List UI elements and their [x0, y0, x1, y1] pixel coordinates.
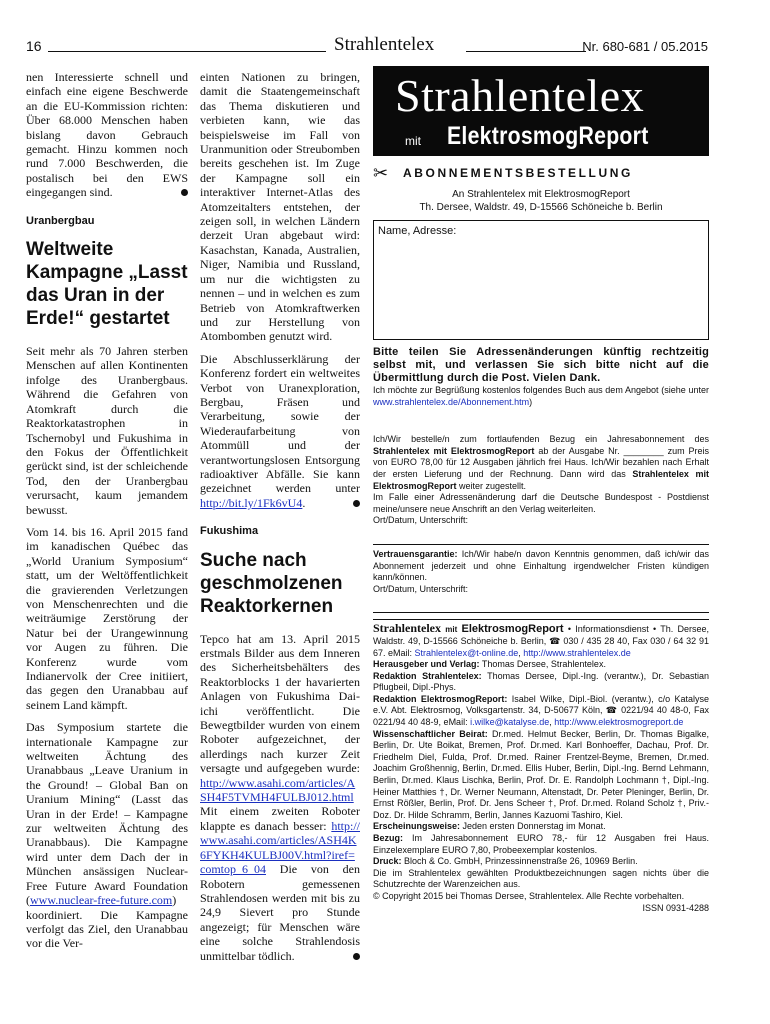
order-address: An Strahlentelex mit ElektrosmogReport Th. Dersee, Waldstr. 49, D-15566 Schöneiche b. Berlin [419, 189, 663, 213]
scissors-icon: ✂ [373, 162, 389, 183]
section-kicker: Fukushima [200, 525, 259, 538]
header-rule-right [466, 51, 586, 52]
paragraph: Das Symposium startete die internationale Kampagne zur weltweiten Ächtung des Uranabbaus „Leave Uranium in the Ground! – Global Ban on Uranium Mining“ (Lasst das Uran in der Erde! – Kampagne zur weltweiten Ächtung des Uranabbaus). Die Kampagne wird unter dem Dach der in München ansässigen Nuclear-Free Future Award Foundation (www.nuclear-free-future.com) koordiniert. Die Kampagne verfolgt das Ziel, den Uranabbau vor die Ver- [26, 720, 188, 951]
asahi-link-2[interactable]: http://www.asahi.com/articles/ASH4K6FYKH4KULBJ00V.html?iref=comtop_6_04 [200, 818, 360, 877]
asahi-link-1[interactable]: http://www.asahi.com/articles/ASH4F5TVMH4FULBJ012.html [200, 775, 356, 805]
nuclear-free-link[interactable]: www.nuclear-free-future.com [30, 893, 173, 908]
name-address-field[interactable] [373, 220, 709, 340]
order-title: ABONNEMENTSBESTELLUNG [403, 166, 633, 180]
bitly-link[interactable]: http://bit.ly/1Fk6vU4 [200, 495, 303, 510]
logo-mit: mit [405, 134, 421, 148]
order-text: Ich/Wir bestelle/n zum fortlaufenden Bezug ein Jahresabonnement des Strahlentelex mit ElektrosmogReport ab der Ausgabe Nr. ________ zum Preis von EURO 78,00 für 12 Ausgaben jährlich frei Haus. Ich/Wir bezahlen nach Erhalt der ersten Lieferung und der Rechnung. Dann wird das Strahlentelex mit ElektrosmogReport weiter zugestellt. Im Falle einer Adressenänderung darf die Deutsche Bundespost - Postdienst meine/unsere neue Anschrift an den Verlag weiterleiten. Ort/Datum, Unterschrift: [373, 434, 710, 526]
end-dot-icon [353, 953, 360, 960]
issn: ISSN 0931-4288 [642, 902, 709, 913]
address-change-note: Bitte teilen Sie Adressenänderungen künftig rechtzeitig selbst mit, und verlassen Sie sich bitte nicht auf die Übermittlung durch die Post. Vielen Dank. [373, 346, 709, 384]
issue-number: Nr. 680-681 / 05.2015 [582, 39, 708, 54]
signature-label: Ort/Datum, Unterschrift: [373, 515, 469, 526]
signature-label: Ort/Datum, Unterschrift: [373, 583, 469, 594]
paragraph: Seit mehr als 70 Jahren sterben Menschen auf allen Kontinenten infolge des Uranbergbaus. Während die Gefahren von Atomkraft durch die Reaktorkatastrophen in Tschernobyl und Fukushima in den Fokus der Öffentlichkeit gerückt sind, ist der schleichende Tod, den der Uranbergbau verursacht, kaum jemandem bewusst. [26, 344, 188, 517]
article-headline: Weltweite Kampagne „Lasst das Uran in der Erde!“ gestartet [26, 239, 188, 330]
web-elektrosmog-link[interactable]: http://www.elektrosmogreport.de [554, 717, 684, 728]
page-number: 16 [26, 38, 42, 54]
paragraph: einten Nationen zu bringen, damit die Staatengemeinschaft das Thema diskutieren und verbieten kann, wie das beispielsweise im Fall von Uranmunition oder Streubomben bereits geschehen ist. Im Zuge der Kampagne soll ein interaktiver Internet-Atlas des Atomzeitalters entstehen, der zeigen soll, in welchen Ländern derzeit Uran abgebaut wird: Kasachstan, Kanada, Australien, Niger, Namibia und Russland, um nur die wichtigsten zu nennen – und in welchen es zum Betrieb von Atomkraftwerken und zur Herstellung von Atombomben genutzt wird. [200, 70, 360, 344]
greeting-text: Ich möchte zur Begrüßung kostenlos folgendes Buch aus dem Angebot (siehe unter www.strahlentelex.de/Abonnement.htm) [373, 385, 709, 407]
name-address-label: Name, Adresse: [378, 225, 457, 237]
subscription-panel [373, 66, 709, 914]
column-middle [200, 70, 360, 971]
logo-subtitle: ElektrosmogReport [447, 122, 649, 150]
logo-title: Strahlentelex [395, 70, 645, 121]
column-left [26, 70, 188, 959]
header-title: Strahlentelex [334, 34, 435, 55]
book-choice-field[interactable] [373, 408, 709, 434]
signature-field[interactable] [373, 595, 709, 613]
paragraph: Vom 14. bis 16. April 2015 fand im kanadischen Québec das „World Uranium Symposium“ statt, um der Weltöffentlichkeit die gravierenden Verletzungen von Menschenrechten und die weiträumige Zerstörung der Natur bei der Urangewinnung vor Augen zu führen. Die Konferenz wurde vom Indianervolk der Cree initiiert, das gegen den Uranabbau auf seinem Land kämpft. [26, 524, 188, 712]
masthead-logo [373, 66, 709, 156]
guarantee-text: Vertrauensgarantie: Ich/Wir habe/n davon Kenntnis genommen, daß ich/wir das Abonnement jederzeit und ohne Einhaltung irgendwelcher Fristen kündigen kann/können. Ort/Datum, Unterschrift: [373, 548, 709, 594]
web-strahlentelex-link[interactable]: http://www.strahlentelex.de [523, 647, 631, 658]
end-dot-icon [181, 189, 188, 196]
signature-field[interactable] [373, 527, 709, 545]
running-header [26, 34, 708, 56]
email-strahlentelex-link[interactable]: Strahlentelex@t-online.de [414, 647, 519, 658]
header-rule-left [48, 51, 326, 52]
paragraph: Tepco hat am 13. April 2015 erstmals Bilder aus dem Inneren des Sicherheitsbehälters des Reaktorblocks 1 der havarierten Anlagen von Fukushima Dai-ichi veröffentlicht. Die Bewegtbilder wurden von einem Roboter aufgezeichnet, der allerdings nach kurzer Zeit versagte und aufgegeben wurde: http://www.asahi.com/articles/ASH4F5TVMH4FULBJ012.html Mit einem zweiten Roboter klappte es danach besser: http://www.asahi.com/articles/ASH4K6FYKH4KULBJ00V.html?iref=comtop_6_04 Die von den Robotern gemessenen Strahlendosen werden mit bis zu 24,9 Sievert pro Stunde angezeigt; für Menschen wäre eine solche Strahlendosis unmittelbar tödlich. [200, 631, 360, 963]
paragraph: Die Abschlusserklärung der Konferenz fordert ein weltweites Verbot von Uranexploration, Bergbau, Fräsen und Verarbeitung, sowie der Wiederaufarbeitung von Atommüll und der verantwortungslosen Entsorgung radioaktiver Abfälle. Sie kann gezeichnet werden unter http://bit.ly/1Fk6vU4. [200, 351, 360, 510]
section-kicker: Uranbergbau [26, 214, 95, 227]
end-dot-icon [353, 500, 360, 507]
order-heading [373, 164, 709, 182]
article-headline: Suche nach geschmolzenen Reaktorkernen [200, 549, 343, 617]
email-wilke-link[interactable]: i.wilke@katalyse.de [470, 717, 550, 728]
paragraph-intro: nen Interessierte schnell und einfach eine eigene Beschwerde an die EU-Kommission richten: Über 68.000 Menschen haben bislang davon Gebrauch gemacht. Hinzu kommen noch rund 7.000 Beschwerden, die postalisch bei den EWS eingegangen sind. [26, 70, 188, 200]
imprint: Strahlentelex mit ElektrosmogReport • Informationsdienst • Th. Dersee, Waldstr. 49, D-15566 Schöneiche b. Berlin, ☎ 030 / 435 28 40, Fax 030 / 64 32 91 67. eMail: Strahlentelex@t-online.de, http://www.strahlentelex.de Herausgeber und Verlag: Thomas Dersee, Strahlentelex. Redaktion Strahlentelex: Thomas Dersee, Dipl.-Ing. (verantw.), Dr. Sebastian Pflugbeil, Dipl.-Phys. Redaktion ElektrosmogReport: Isabel Wilke, Dipl.-Biol. (verantw.), c/o Katalyse e.V. Abt. Elektrosmog, Volksgartenstr. 34, D-50677 Köln, ☎ 0221/94 40 48-0, Fax 0221/94 40 48-9, eMail: i.wilke@katalyse.de, http://www.elektrosmogreport.de Wissenschaftlicher Beirat: Dr.med. Helmut Becker, Berlin, Dr. Thomas Bigalke, Berlin, Dr. Ute Boikat, Bremen, Prof. Dr.med. Karl Bonhoeffer, Dachau, Prof. Dr. Friedhelm Diel, Fulda, Prof. Dr.med. Rainer Frentzel-Beyme, Bremen, Dr.med. Joachim Großhennig, Berlin, Dr.med. Ellis Huber, Berlin, Dipl.-Ing. Bernd Lehmann, Berlin, Dr.med. Klaus Lischka, Berlin, Prof. Dr. E. Randolph Lochmann †, Dipl.-Ing. Heiner Matthies †, Dr. Werner Neumann, Altenstadt, Dr. Peter Pleninger, Berlin, Dr. Ernst Rößler, Berlin, Prof. Dr. Jens Scheer †, Prof. Dr.med. Roland Scholz †, Priv.-Doz. Dr. Hilde Schramm, Berlin, Jannes Kazuomi Tashiro, Kiel. Erscheinungsweise: Jeden ersten Donnerstag im Monat. Bezug: Im Jahresabonnement EURO 78,- für 12 Ausgaben frei Haus. Einzelexemplare EURO 7,80, Probeexemplar kostenlos. Druck: Bloch & Co. GmbH, Prinzessinnenstraße 26, 10969 Berlin. Die im Strahlentelex gewählten Produktbezeichnungen sagen nichts über die Schutzrechte der Warenzeichen aus. © Copyright 2015 bei Thomas Dersee, Strahlentelex. Alle Rechte vorbehalten. ISSN 0931-4288 [373, 621, 710, 913]
abonnement-link[interactable]: www.strahlentelex.de/Abonnement.htm [373, 396, 530, 407]
